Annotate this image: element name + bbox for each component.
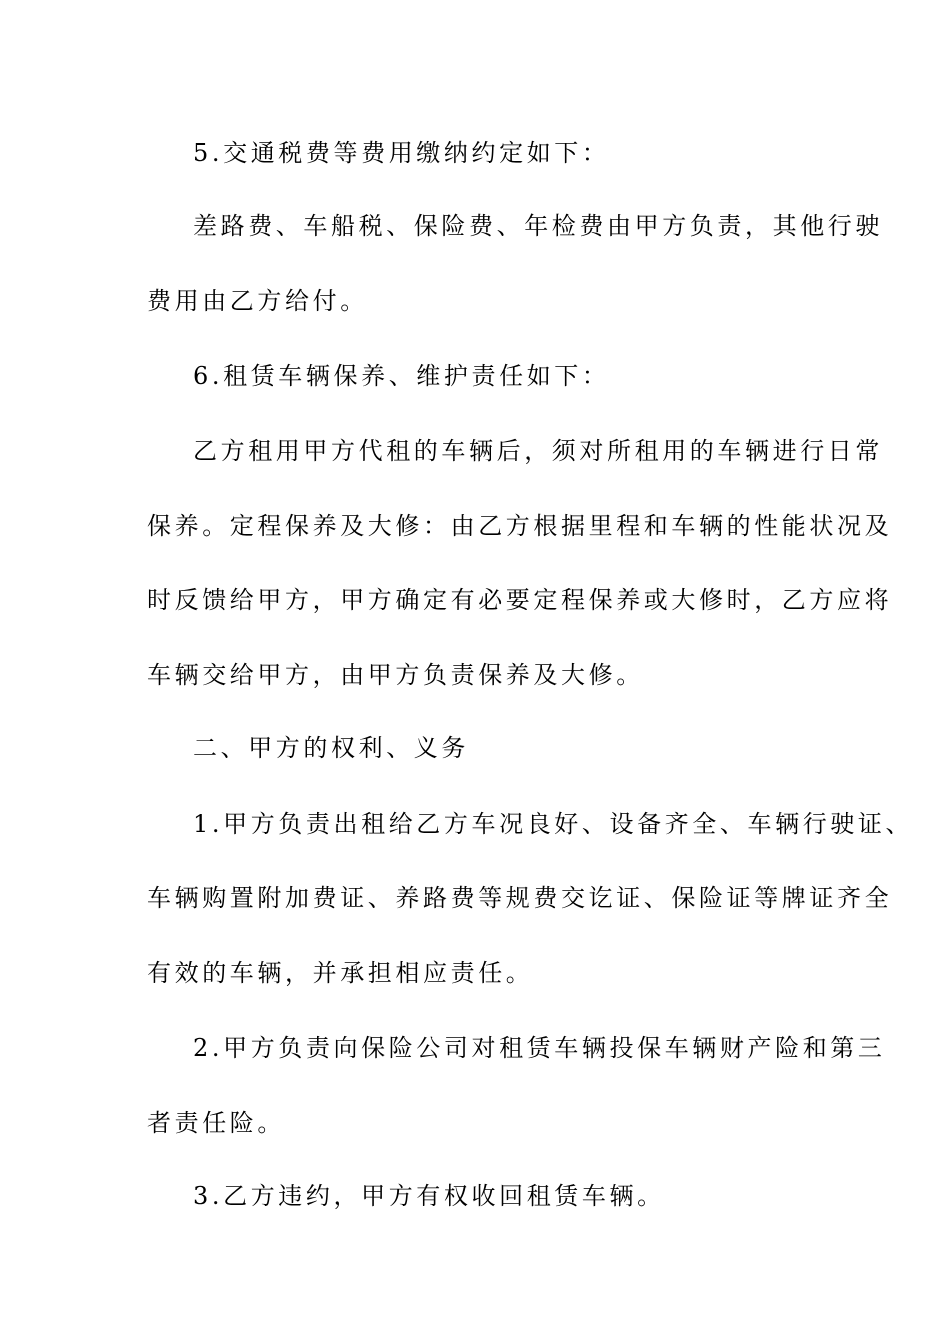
- paragraph-line: 差路费、车船税、保险费、年检费由甲方负责，其他行驶: [193, 212, 883, 240]
- paragraph-line: 有效的车辆，并承担相应责任。: [147, 959, 534, 987]
- paragraph-line: 车辆购置附加费证、养路费等规费交讫证、保险证等牌证齐全: [147, 884, 893, 912]
- paragraph-line: 1.甲方负责出租给乙方车况良好、设备齐全、车辆行驶证、: [193, 810, 914, 838]
- paragraph-line: 3.乙方违约，甲方有权收回租赁车辆。: [193, 1182, 665, 1210]
- paragraph-line: 者责任险。: [147, 1109, 285, 1137]
- paragraph-line: 时反馈给甲方，甲方确定有必要定程保养或大修时，乙方应将: [147, 586, 893, 614]
- paragraph-line: 车辆交给甲方，由甲方负责保养及大修。: [147, 661, 644, 689]
- paragraph-line: 保养。定程保养及大修：由乙方根据里程和车辆的性能状况及: [147, 512, 893, 540]
- clause-5-heading: 5.交通税费等费用缴纳约定如下：: [193, 139, 610, 167]
- paragraph-line: 2.甲方负责向保险公司对租赁车辆投保车辆财产险和第三: [193, 1034, 886, 1062]
- clause-6-heading: 6.租赁车辆保养、维护责任如下：: [193, 362, 610, 390]
- section-heading: 二、甲方的权利、义务: [193, 734, 469, 762]
- paragraph-line: 费用由乙方给付。: [147, 287, 368, 315]
- paragraph-line: 乙方租用甲方代租的车辆后，须对所租用的车辆进行日常: [193, 437, 883, 465]
